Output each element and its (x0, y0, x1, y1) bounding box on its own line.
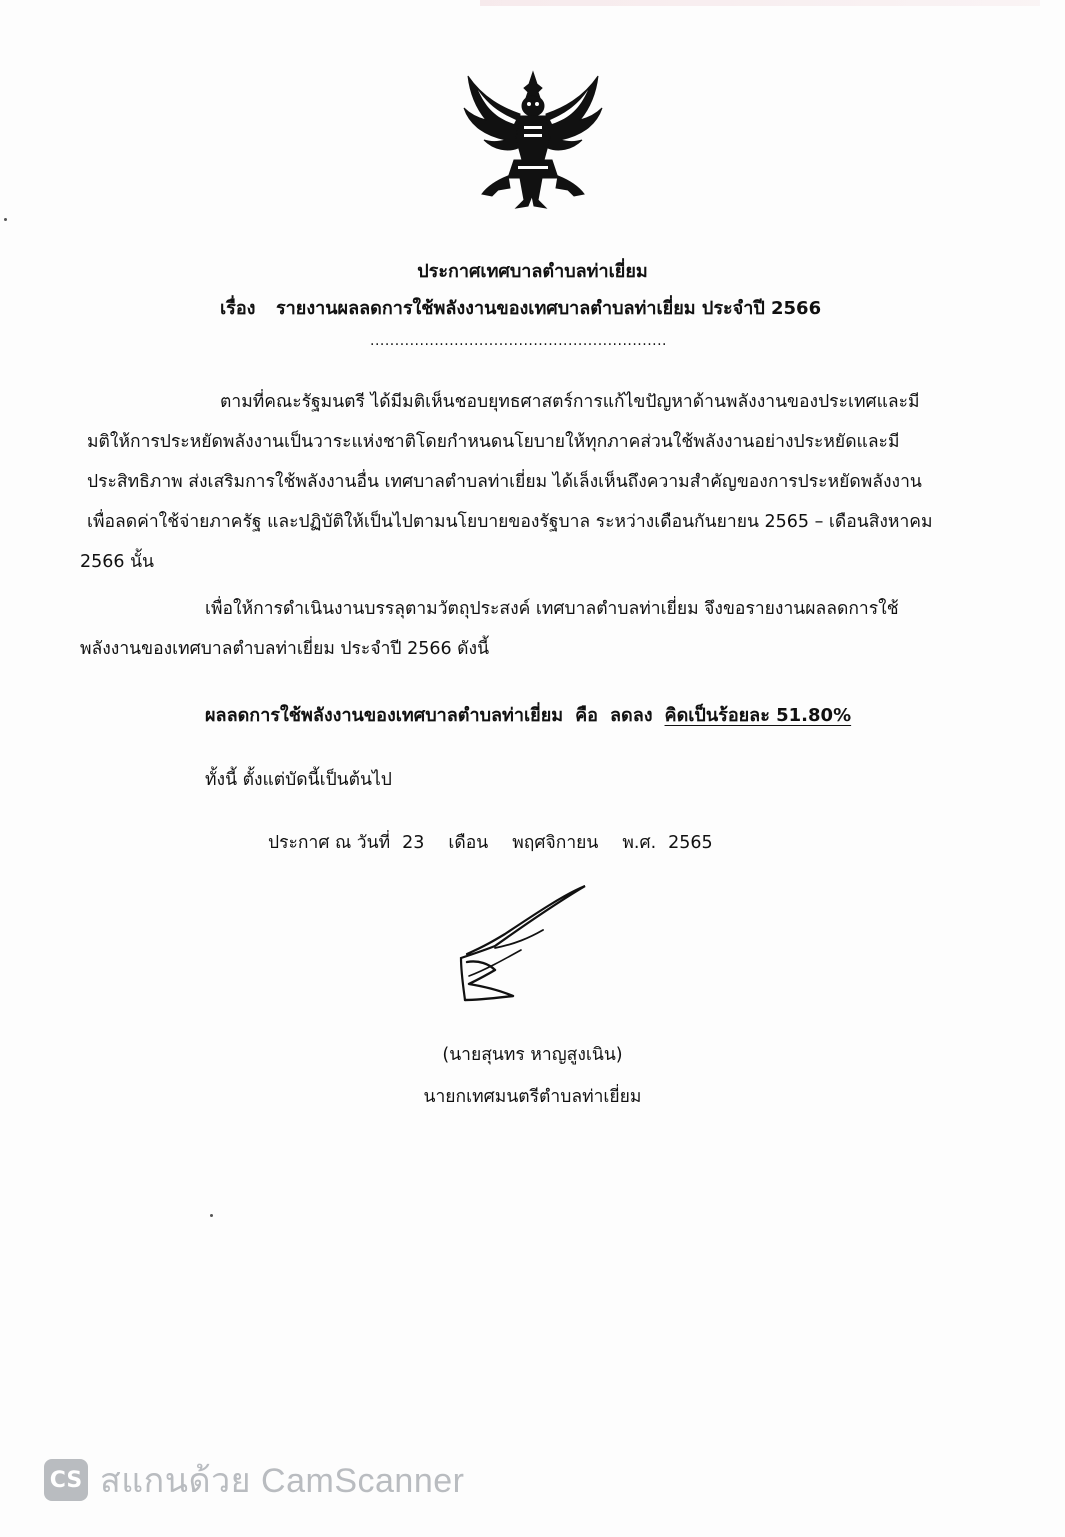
result-prefix: ผลลดการใช้พลังงานของเทศบาลตำบลท่าเยี่ยม (205, 705, 564, 726)
subject-label: เรื่อง (220, 298, 256, 319)
paragraph1-line5: 2566 นั้น (80, 552, 155, 572)
date-day: 23 (402, 833, 425, 853)
handwritten-signature (455, 880, 595, 1010)
watermark-text: สแกนด้วย CamScanner (100, 1462, 465, 1500)
scan-speck (210, 1214, 213, 1217)
date-year: 2565 (668, 833, 713, 853)
date-month: พฤศจิกายน (512, 833, 599, 853)
scan-artifact-band (480, 0, 1040, 6)
paragraph1-line1: ตามที่คณะรัฐมนตรี ได้มีมติเห็นชอบยุทธศาสตร์การแก้ไขปัญหาด้านพลังงานของประเทศและมี (220, 392, 920, 412)
signer-name: (นายสุนทร หาญสูงเนิน) (442, 1045, 623, 1065)
paragraph2-line1: เพื่อให้การดำเนินงานบรรลุตามวัตถุประสงค์ เทศบาลตำบลท่าเยี่ยม จึงขอรายงานผลลดการใช้ (205, 599, 899, 619)
scan-speck (4, 218, 7, 221)
date-prefix: ประกาศ ณ วันที่ (268, 833, 391, 853)
announcement-title: ประกาศเทศบาลตำบลท่าเยี่ยม (417, 261, 648, 282)
effective-statement: ทั้งนี้ ตั้งแต่บัดนี้เป็นต้นไป (205, 770, 392, 790)
garuda-emblem-icon (458, 68, 608, 218)
paragraph2-line2: พลังงานของเทศบาลตำบลท่าเยี่ยม ประจำปี 2566 ดังนี้ (80, 639, 490, 659)
subject-line (220, 293, 821, 322)
subject-text: รายงานผลลดการใช้พลังงานของเทศบาลตำบลท่าเยี่ยม ประจำปี 2566 (276, 298, 822, 319)
date-month-label: เดือน (448, 833, 489, 853)
paragraph1-line4: เพื่อลดค่าใช้จ่ายภาครัฐ และปฏิบัติให้เป็นไปตามนโยบายของรัฐบาล ระหว่างเดือนกันยายน 2565 – เดือนสิงหาคม (87, 512, 933, 532)
camscanner-watermark (44, 1453, 464, 1507)
result-percentage: คิดเป็นร้อยละ 51.80% (664, 705, 852, 726)
result-statement (205, 700, 851, 729)
signer-position: นายกเทศมนตรีตำบลท่าเยี่ยม (423, 1087, 642, 1107)
result-verb: คือ (575, 705, 598, 726)
result-direction: ลดลง (609, 705, 653, 726)
paragraph1-line2: มติให้การประหยัดพลังงานเป็นวาระแห่งชาติโดยกำหนดนโยบายให้ทุกภาคส่วนใช้พลังงานอย่างประหยัดและมี (87, 432, 900, 452)
paragraph1-line3: ประสิทธิภาพ ส่งเสริมการใช้พลังงานอื่น เทศบาลตำบลท่าเยี่ยม ได้เล็งเห็นถึงความสำคัญของการประหยัดพลังงาน (87, 472, 922, 492)
camscanner-logo-icon: CS (44, 1459, 88, 1501)
announcement-date (268, 828, 713, 856)
dotted-separator: ............................................................ (370, 333, 668, 349)
date-year-label: พ.ศ. (622, 833, 657, 853)
